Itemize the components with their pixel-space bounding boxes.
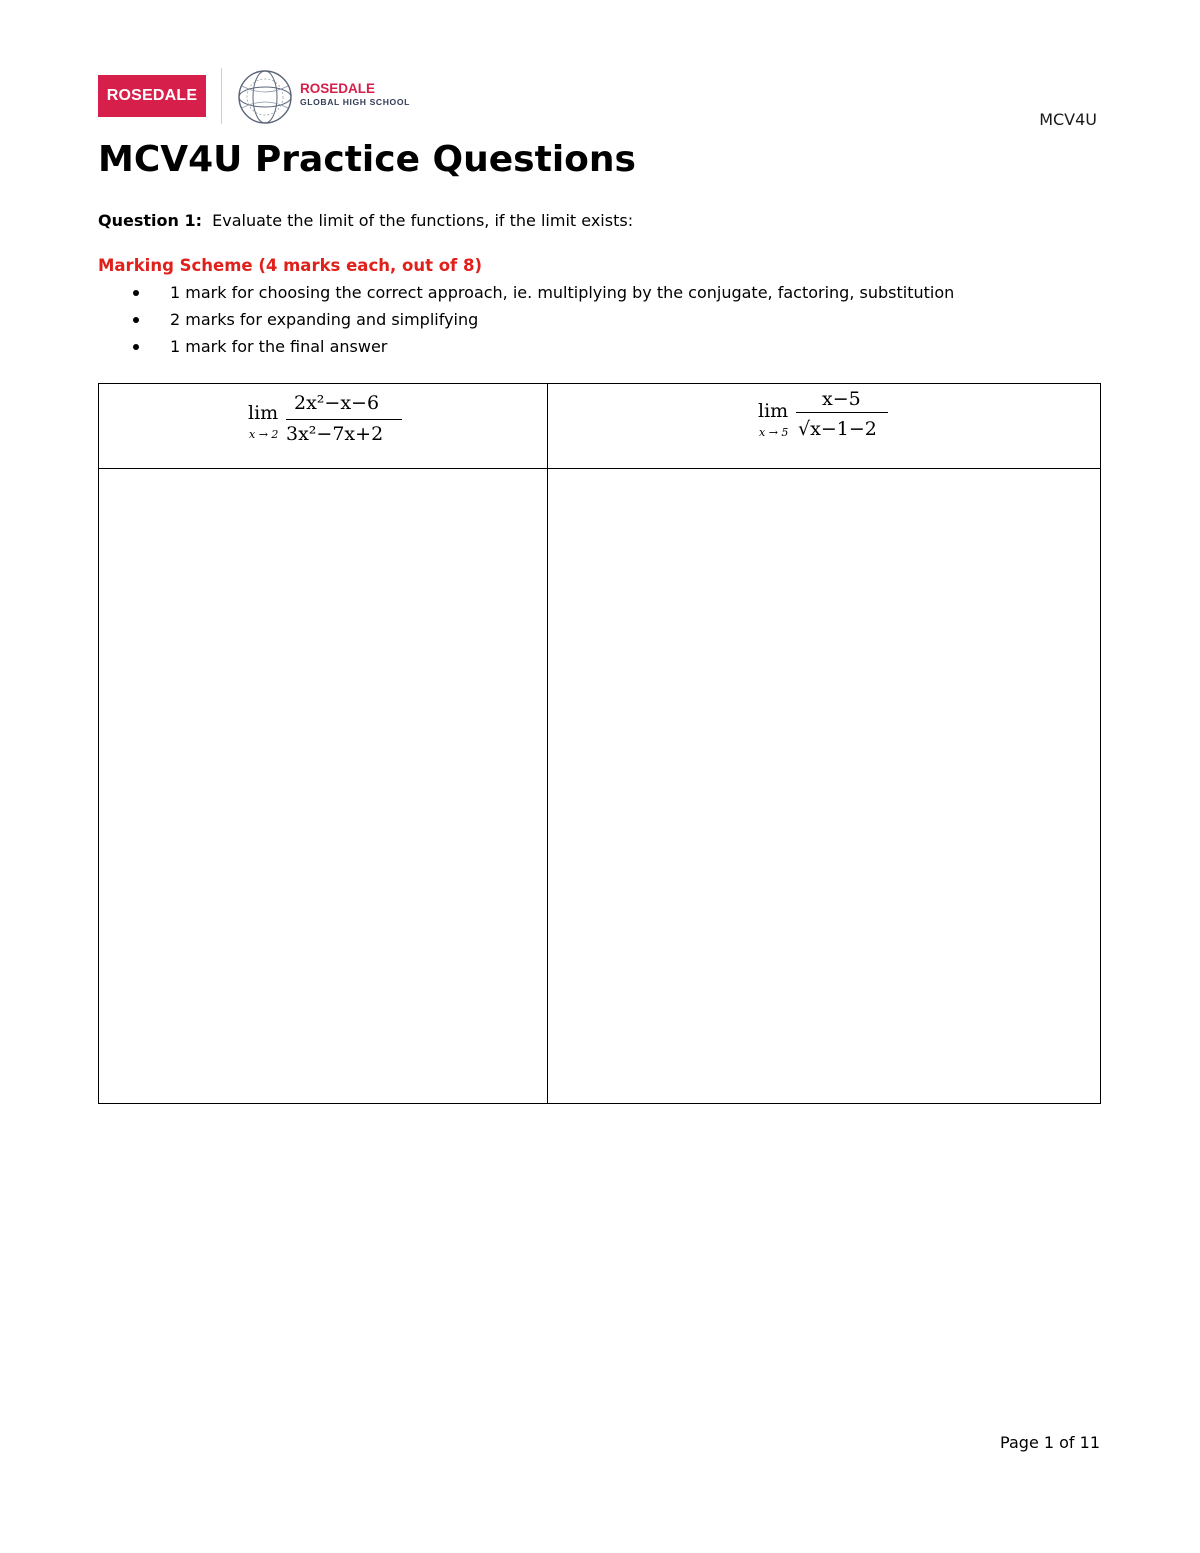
marking-scheme-heading: Marking Scheme (4 marks each, out of 8) <box>98 256 482 275</box>
course-code-header: MCV4U <box>1039 110 1097 129</box>
problem-1-fraction-bar <box>286 419 402 420</box>
rosedale-global-subtitle: GLOBAL HIGH SCHOOL <box>300 97 410 107</box>
rosedale-logo <box>98 75 206 117</box>
question-text: Evaluate the limit of the functions, if the limit exists: <box>212 211 634 230</box>
page-title: MCV4U Practice Questions <box>98 139 636 180</box>
list-item: 1 mark for choosing the correct approach, ie. multiplying by the conjugate, factoring, substitution <box>130 282 954 309</box>
rosedale-logo-text: ROSEDALE <box>106 87 198 104</box>
list-item: 2 marks for expanding and simplifying <box>130 309 954 336</box>
question-1 <box>98 211 633 230</box>
list-item: 1 mark for the final answer <box>130 336 954 363</box>
globe-icon <box>236 68 294 126</box>
answer-area-problem-2[interactable] <box>549 470 1099 1102</box>
answer-area-problem-1[interactable] <box>100 470 546 1102</box>
page-number: Page 1 of 11 <box>1000 1433 1100 1452</box>
marking-scheme-list <box>130 282 954 363</box>
problem-1-denominator: 3x²−7x+2 <box>286 423 384 445</box>
rosedale-global-name: ROSEDALE <box>300 81 376 96</box>
problem-2-expression <box>758 386 958 456</box>
problem-2-fraction-bar <box>796 412 888 413</box>
problem-2-numerator: x−5 <box>822 388 861 410</box>
problem-1-subscript: x → 2 <box>249 428 279 441</box>
logo-divider <box>221 68 222 124</box>
problem-2-lim: lim <box>758 400 789 422</box>
problem-1-expression <box>248 390 448 460</box>
problem-2-subscript: x → 5 <box>759 426 789 439</box>
problem-2-denominator: √x−1−2 <box>798 418 877 440</box>
question-label: Question 1: <box>98 211 202 230</box>
problem-1-lim: lim <box>248 402 279 424</box>
problem-1-numerator: 2x²−x−6 <box>294 392 380 414</box>
